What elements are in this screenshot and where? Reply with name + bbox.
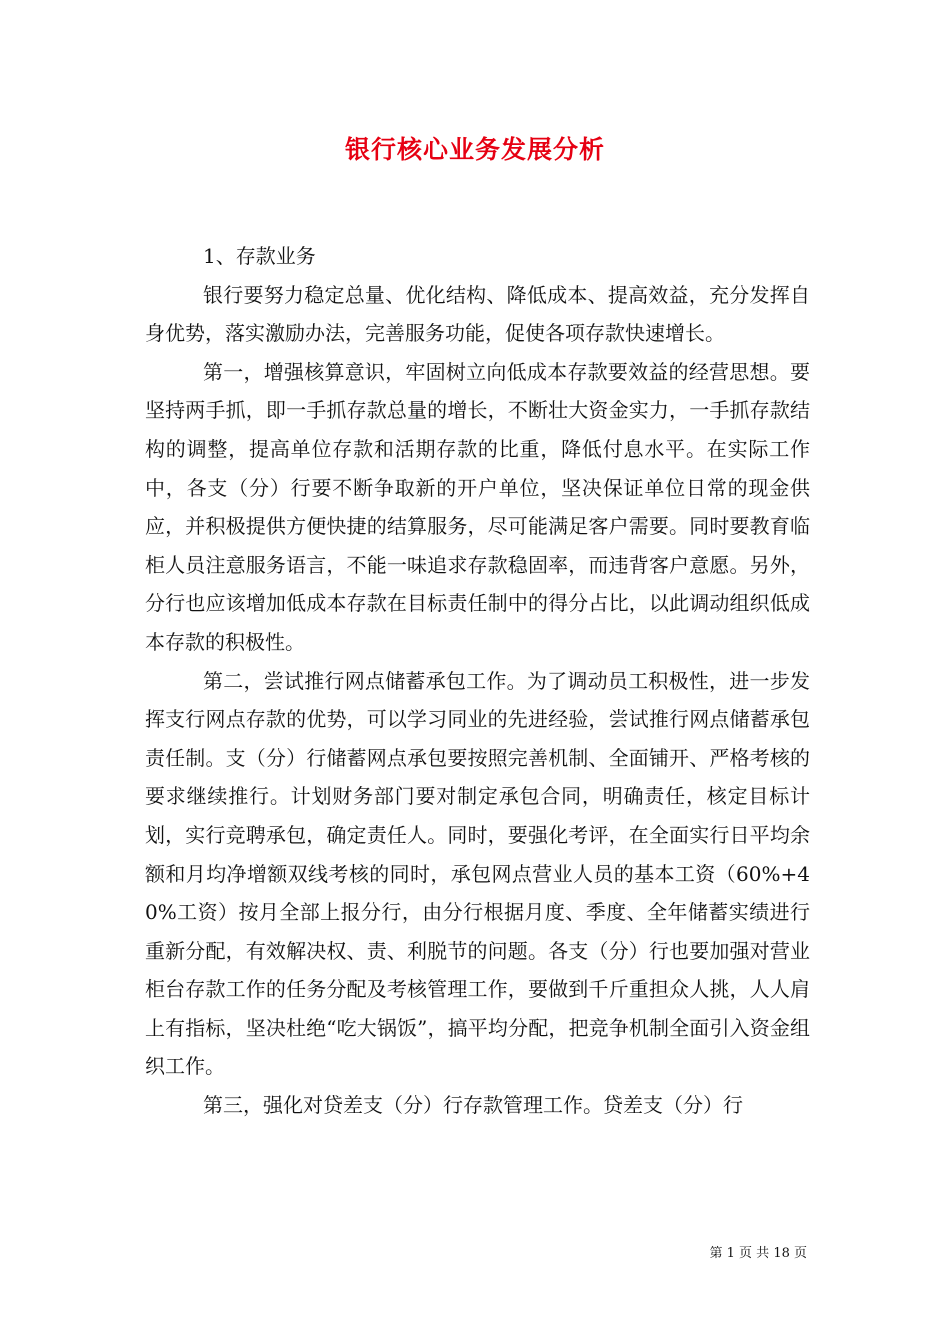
section-heading: 1、存款业务: [203, 244, 316, 268]
document-title: 银行核心业务发展分析: [344, 135, 605, 164]
document-body: [145, 237, 810, 1125]
page-number-footer: 第 1 页 共 18 页: [709, 1246, 807, 1261]
paragraph-third: 第三，强化对贷差支（分）行存款管理工作。贷差支（分）行: [203, 1093, 743, 1118]
paragraph-second: 第二，尝试推行网点储蓄承包工作。为了调动员工积极性，进一步发挥支行网点存款的优势，可以学习同业的先进经验，尝试推行网点储蓄承包责任制。支（分）行储蓄网点承包要按照完善机制、全面铺开、严格考核的要求继续推行。计划财务部门要对制定承包合同，明确责任，核定目标计划，实行竞聘承包，确定责任人。同时，要强化考评，在全面实行日平均余额和月均净增额双线考核的同时，承包网点营业人员的基本工资（60%+40%工资）按月全部上报分行，由分行根据月度、季度、全年储蓄实绩进行重新分配，有效解决权、责、利脱节的问题。各支（分）行也要加强对营业柜台存款工作的任务分配及考核管理工作，要做到千斤重担众人挑，人人肩上有指标，坚决杜绝“吃大锅饭”，搞平均分配，把竞争机制全面引入资金组织工作。: [145, 668, 810, 1079]
paragraph-first: 第一，增强核算意识，牢固树立向低成本存款要效益的经营思想。要坚持两手抓，即一手抓存款总量的增长，不断壮大资金实力，一手抓存款结构的调整，提高单位存款和活期存款的比重，降低付息水平。在实际工作中，各支（分）行要不断争取新的开户单位，坚决保证单位日常的现金供应，并积极提供方便快捷的结算服务，尽可能满足客户需要。同时要教育临柜人员注意服务语言，不能一味追求存款稳固率，而违背客户意愿。另外，分行也应该增加低成本存款在目标责任制中的得分占比，以此调动组织低成本存款的积极性。: [145, 359, 810, 654]
paragraph-intro: 银行要努力稳定总量、优化结构、降低成本、提高效益，充分发挥自身优势，落实激励办法，完善服务功能，促使各项存款快速增长。: [145, 282, 810, 346]
